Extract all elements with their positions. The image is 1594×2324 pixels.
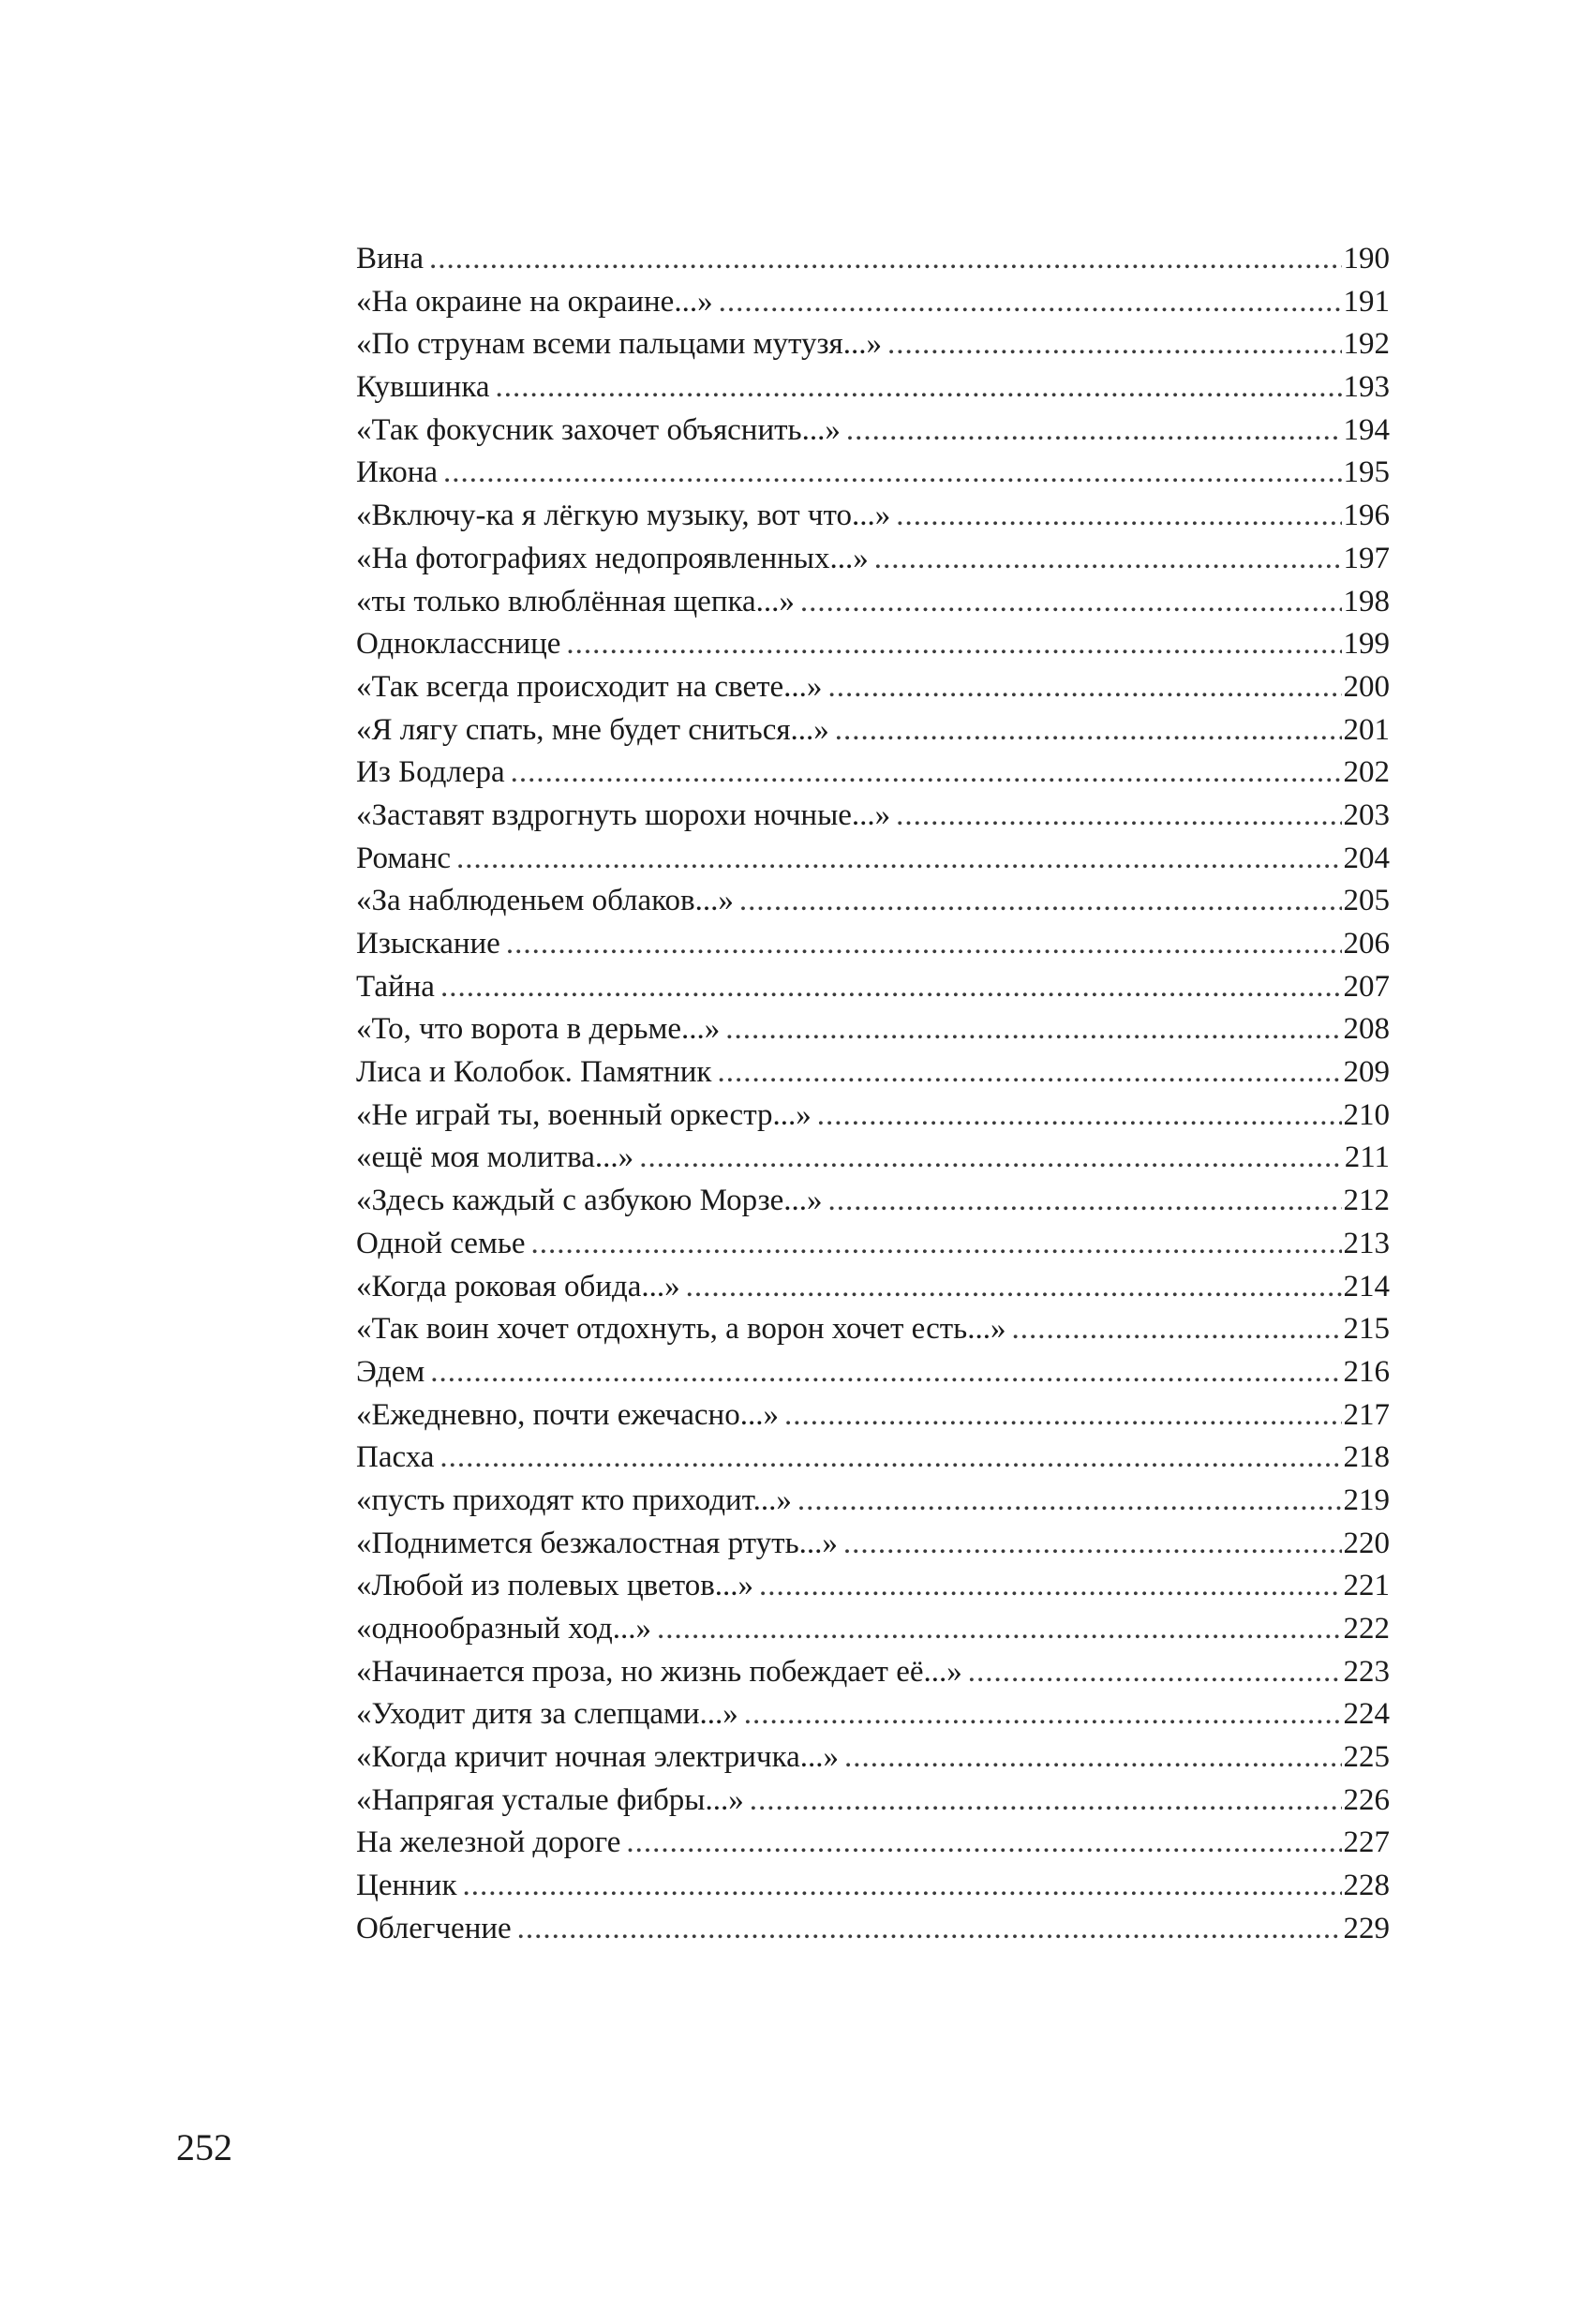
toc-entry <box>356 1351 1390 1394</box>
toc-entry-page: 219 <box>1343 1482 1390 1517</box>
toc-entry <box>356 1008 1390 1051</box>
dot-leader <box>828 1180 1342 1223</box>
toc-entry <box>356 795 1390 838</box>
toc-entry <box>356 709 1390 752</box>
toc-entry-title: «По струнам всеми пальцами мутузя...» <box>356 327 882 362</box>
dot-leader <box>874 538 1342 581</box>
dot-leader <box>759 1565 1341 1608</box>
toc-entry-page: 192 <box>1343 327 1390 362</box>
toc-entry-title: Ценник <box>356 1869 457 1903</box>
toc-entry-title: Тайна <box>356 969 435 1004</box>
toc-entry-title: Из Бодлера <box>356 755 505 790</box>
toc-entry-title: Пасха <box>356 1440 435 1475</box>
toc-entry-page: 212 <box>1343 1184 1390 1218</box>
toc-entry-page: 213 <box>1343 1226 1390 1260</box>
toc-entry-page: 229 <box>1343 1911 1390 1945</box>
toc-entry-page: 210 <box>1343 1097 1390 1132</box>
dot-leader <box>784 1394 1342 1438</box>
toc-entry-title: Икона <box>356 455 438 490</box>
toc-entry-page: 216 <box>1343 1354 1390 1389</box>
dot-leader <box>896 495 1341 538</box>
toc-entry-page: 220 <box>1343 1526 1390 1560</box>
toc-entry-title: «однообразный ход...» <box>356 1612 652 1646</box>
toc-entry <box>356 1180 1390 1223</box>
dot-leader <box>717 1051 1341 1095</box>
toc-entry-page: 227 <box>1343 1825 1390 1860</box>
toc-entry-title: «Любой из полевых цветов...» <box>356 1569 754 1603</box>
toc-entry-page: 197 <box>1343 541 1390 575</box>
toc-entry-title: На железной дороге <box>356 1825 621 1860</box>
toc-entry-title: «На фотографиях недопроявленных...» <box>356 541 869 575</box>
toc-entry <box>356 752 1390 795</box>
toc-entry-title: «ещё моя молитва...» <box>356 1140 634 1175</box>
toc-entry-page: 200 <box>1343 669 1390 704</box>
dot-leader <box>517 1908 1342 1951</box>
toc-entry-title: Изыскание <box>356 927 500 961</box>
toc-entry <box>356 1394 1390 1438</box>
dot-leader <box>463 1865 1342 1908</box>
toc-entry-title: «Так воин хочет отдохнуть, а ворон хочет есть...» <box>356 1312 1006 1347</box>
dot-leader <box>846 410 1342 453</box>
toc-entry-page: 208 <box>1343 1012 1390 1047</box>
toc-entry <box>356 1223 1390 1266</box>
toc-entry-page: 225 <box>1343 1740 1390 1775</box>
toc-entry <box>356 1565 1390 1608</box>
toc-entry-title: «На окраине на окраине...» <box>356 284 713 319</box>
toc-entry-page: 217 <box>1343 1397 1390 1432</box>
toc-entry <box>356 366 1390 410</box>
toc-entry-title: «Не играй ты, военный оркестр...» <box>356 1097 812 1132</box>
dot-leader <box>844 1736 1342 1780</box>
toc-entry-page: 196 <box>1343 499 1390 533</box>
toc-entry <box>356 1137 1390 1180</box>
toc-entry-page: 198 <box>1343 584 1390 618</box>
toc-entry <box>356 838 1390 881</box>
toc-entry-page: 194 <box>1343 412 1390 447</box>
dot-leader <box>511 752 1342 795</box>
dot-leader <box>429 238 1342 281</box>
toc-entry <box>356 1651 1390 1694</box>
toc-entry <box>356 323 1390 366</box>
toc-entry-page: 218 <box>1343 1440 1390 1475</box>
toc-entry-page: 209 <box>1343 1055 1390 1090</box>
toc-entry <box>356 452 1390 495</box>
toc-entry <box>356 1051 1390 1095</box>
toc-entry <box>356 1437 1390 1480</box>
page-number: 252 <box>176 2126 232 2168</box>
toc-entry-title: Лиса и Колобок. Памятник <box>356 1055 712 1090</box>
dot-leader <box>443 452 1342 495</box>
toc-entry <box>356 538 1390 581</box>
toc-entry-title: «Начинается проза, но жизнь побеждает её...» <box>356 1654 962 1689</box>
toc-entry-title: «Уходит дитя за слепцами...» <box>356 1697 738 1732</box>
toc-entry-title: «Так фокусник захочет объяснить...» <box>356 412 841 447</box>
toc-entry-page: 211 <box>1344 1140 1390 1175</box>
toc-entry <box>356 1908 1390 1951</box>
dot-leader <box>657 1608 1341 1651</box>
toc-entry <box>356 966 1390 1009</box>
toc-entry-page: 221 <box>1343 1569 1390 1603</box>
toc-entry-title: «Ежедневно, почти ежечасно...» <box>356 1397 779 1432</box>
toc-entry-title: «Так всегда происходит на свете...» <box>356 669 823 704</box>
toc-entry <box>356 1523 1390 1566</box>
toc-entry <box>356 880 1390 923</box>
toc-entry-title: «То, что ворота в дерьме...» <box>356 1012 721 1047</box>
toc-entry <box>356 1480 1390 1523</box>
toc-entry-page: 205 <box>1343 884 1390 918</box>
dot-leader <box>800 581 1342 624</box>
toc-entry <box>356 1780 1390 1823</box>
toc-entry <box>356 623 1390 666</box>
table-of-contents <box>356 238 1390 1951</box>
toc-entry-title: «Напрягая усталые фибры...» <box>356 1782 744 1817</box>
dot-leader <box>430 1351 1341 1394</box>
toc-entry-page: 223 <box>1343 1654 1390 1689</box>
toc-entry <box>356 1608 1390 1651</box>
toc-entry-title: «Поднимется безжалостная ртуть...» <box>356 1526 838 1560</box>
toc-entry-page: 204 <box>1343 841 1390 875</box>
toc-entry-title: «Здесь каждый с азбукою Морзе...» <box>356 1184 823 1218</box>
dot-leader <box>797 1480 1342 1523</box>
toc-entry <box>356 410 1390 453</box>
toc-entry-title: Вина <box>356 242 424 276</box>
dot-leader <box>887 323 1342 366</box>
toc-entry <box>356 281 1390 324</box>
toc-entry-title: «За наблюденьем облаков...» <box>356 884 734 918</box>
dot-leader <box>896 795 1341 838</box>
toc-entry-page: 191 <box>1343 284 1390 319</box>
toc-entry <box>356 666 1390 709</box>
dot-leader <box>626 1822 1341 1865</box>
toc-entry <box>356 1308 1390 1351</box>
toc-entry-title: «ты только влюблённая щепка...» <box>356 584 795 618</box>
dot-leader <box>639 1137 1343 1180</box>
toc-entry-page: 207 <box>1343 969 1390 1004</box>
dot-leader <box>744 1693 1342 1736</box>
toc-entry-title: Эдем <box>356 1354 425 1389</box>
toc-entry-title: Кувшинка <box>356 370 490 405</box>
dot-leader <box>506 923 1342 966</box>
toc-entry-page: 214 <box>1343 1269 1390 1304</box>
dot-leader <box>968 1651 1342 1694</box>
dot-leader <box>439 1437 1341 1480</box>
toc-entry-page: 202 <box>1343 755 1390 790</box>
toc-entry-page: 228 <box>1343 1869 1390 1903</box>
dot-leader <box>719 281 1342 324</box>
dot-leader <box>827 666 1341 709</box>
dot-leader <box>440 966 1342 1009</box>
dot-leader <box>725 1008 1341 1051</box>
dot-leader <box>456 838 1341 881</box>
toc-entry-page: 222 <box>1343 1612 1390 1646</box>
toc-entry <box>356 1865 1390 1908</box>
toc-entry-title: «Заставят вздрогнуть шорохи ночные...» <box>356 797 891 832</box>
toc-entry <box>356 1095 1390 1138</box>
toc-entry-page: 203 <box>1343 797 1390 832</box>
toc-entry <box>356 495 1390 538</box>
toc-entry <box>356 1822 1390 1865</box>
toc-entry-page: 226 <box>1343 1782 1390 1817</box>
toc-entry-title: «Когда кричит ночная электричка...» <box>356 1740 839 1775</box>
dot-leader <box>817 1095 1342 1138</box>
dot-leader <box>496 366 1342 410</box>
toc-entry-title: «пусть приходят кто приходит...» <box>356 1482 792 1517</box>
toc-entry-title: «Включу-ка я лёгкую музыку, вот что...» <box>356 499 891 533</box>
toc-entry-page: 201 <box>1343 712 1390 747</box>
toc-entry-page: 215 <box>1343 1312 1390 1347</box>
toc-entry-title: «Когда роковая обида...» <box>356 1269 680 1304</box>
toc-entry <box>356 238 1390 281</box>
toc-entry <box>356 923 1390 966</box>
toc-entry <box>356 581 1390 624</box>
toc-entry-title: «Я лягу спать, мне будет сниться...» <box>356 712 829 747</box>
toc-entry-page: 224 <box>1343 1697 1390 1732</box>
dot-leader <box>686 1266 1342 1309</box>
toc-entry-title: Однокласснице <box>356 627 561 662</box>
dot-leader <box>1011 1308 1341 1351</box>
dot-leader <box>843 1523 1342 1566</box>
toc-entry-page: 190 <box>1343 242 1390 276</box>
toc-entry-page: 193 <box>1343 370 1390 405</box>
dot-leader <box>750 1780 1342 1823</box>
toc-entry-title: Одной семье <box>356 1226 526 1260</box>
toc-entry-title: Романс <box>356 841 452 875</box>
toc-entry-page: 199 <box>1343 627 1390 662</box>
dot-leader <box>835 709 1342 752</box>
toc-entry <box>356 1266 1390 1309</box>
toc-entry-title: Облегчение <box>356 1911 512 1945</box>
toc-entry-page: 195 <box>1343 455 1390 490</box>
toc-entry <box>356 1693 1390 1736</box>
dot-leader <box>739 880 1342 923</box>
toc-entry <box>356 1736 1390 1780</box>
dot-leader <box>566 623 1341 666</box>
dot-leader <box>531 1223 1342 1266</box>
toc-entry-page: 206 <box>1343 927 1390 961</box>
